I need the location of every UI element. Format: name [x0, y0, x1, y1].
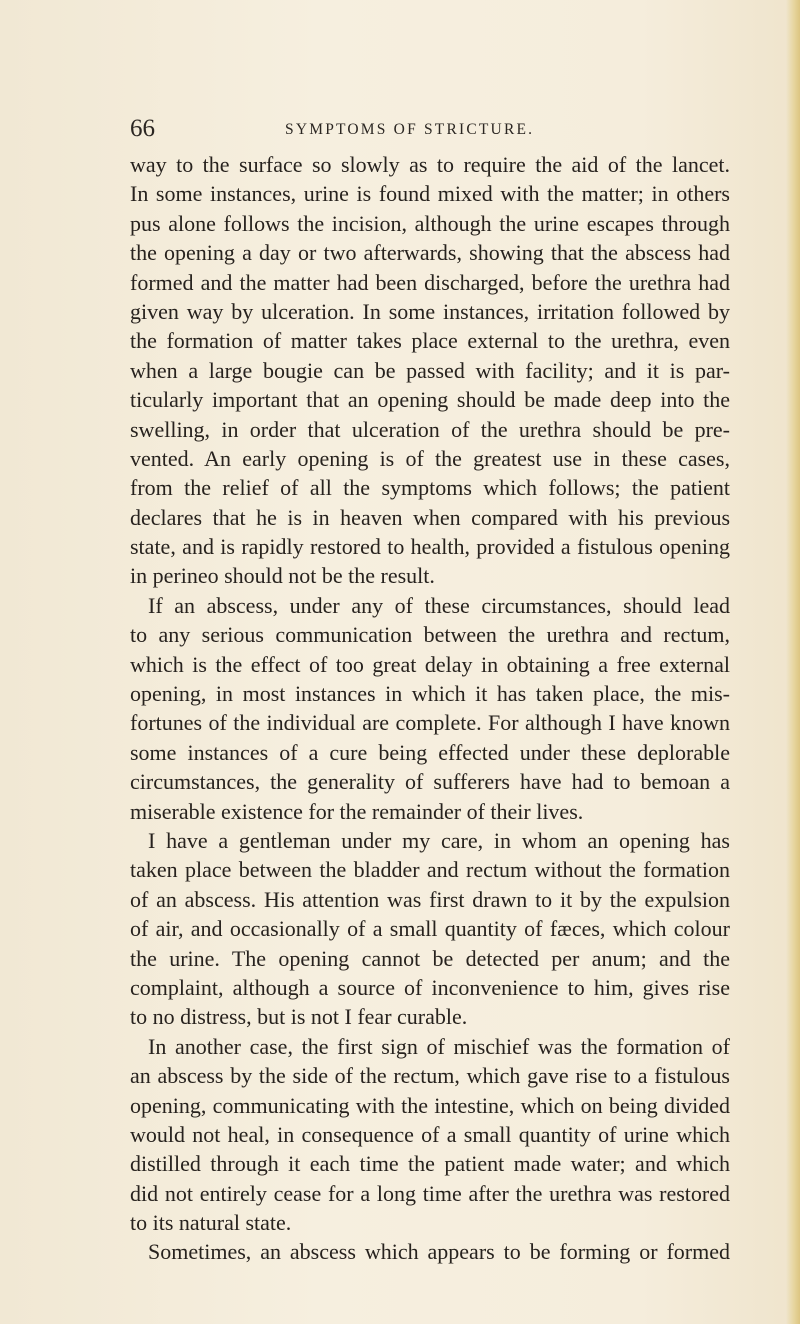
text-line: way to the surface so slowly as to require the aid of the lancet.	[130, 152, 730, 177]
text-line: given way by ulceration. In some instances, irritation followed by	[130, 298, 730, 324]
text-line: state, and is rapidly restored to health, provided a fistulous opening	[130, 534, 730, 560]
text-line: circumstances, the generality of sufferers have had to bemoan a	[130, 769, 730, 795]
text-line: ticularly important that an opening should be made deep into the	[130, 387, 730, 413]
text-line: formed and the matter had been discharged, before the urethra had	[130, 269, 730, 295]
text-line: of air, and occasionally of a small quantity of fæces, which colour	[130, 916, 730, 942]
text-line: the urine. The opening cannot be detected per anum; and the	[130, 945, 730, 971]
page-edge-shadow	[786, 0, 800, 1324]
text-line: Sometimes, an abscess which appears to be forming or formed	[148, 1239, 730, 1265]
text-line: the formation of matter takes place external to the urethra, even	[130, 328, 730, 354]
text-line: when a large bougie can be passed with facility; and it is par-	[130, 357, 730, 383]
text-line: taken place between the bladder and rectum without the formation	[130, 857, 730, 883]
text-line: some instances of a cure being effected under these deplorable	[130, 739, 730, 765]
page-header	[130, 114, 730, 144]
body-text	[130, 150, 730, 1267]
text-line: fortunes of the individual are complete. For although I have known	[130, 710, 730, 736]
text-line: If an abscess, under any of these circumstances, should lead	[148, 592, 730, 618]
text-line: to no distress, but is not I fear curable.	[130, 1004, 468, 1030]
text-line: from the relief of all the symptoms which follows; the patient	[130, 475, 730, 501]
running-head: SYMPTOMS OF STRICTURE.	[285, 121, 535, 138]
text-line: vented. An early opening is of the greatest use in these cases,	[130, 445, 730, 471]
text-line: miserable existence for the remainder of their lives.	[130, 798, 584, 824]
text-line: pus alone follows the incision, although the urine escapes through	[130, 210, 730, 236]
page-number: 66	[130, 115, 155, 142]
text-line: In some instances, urine is found mixed with the matter; in others	[130, 181, 730, 207]
text-line: of an abscess. His attention was first drawn to it by the expulsion	[130, 886, 730, 912]
text-line: complaint, although a source of inconvenience to him, gives rise	[130, 974, 730, 1000]
text-line: In another case, the first sign of mischief was the formation of	[148, 1033, 730, 1059]
text-line: an abscess by the side of the rectum, which gave rise to a fistulous	[130, 1063, 730, 1089]
text-line: did not entirely cease for a long time after the urethra was restored	[130, 1180, 730, 1206]
text-line: the opening a day or two afterwards, showing that the abscess had	[130, 240, 730, 266]
text-line: opening, communicating with the intestine, which on being divided	[130, 1092, 730, 1118]
text-line: opening, in most instances in which it has taken place, the mis-	[130, 681, 730, 707]
text-line: swelling, in order that ulceration of the urethra should be pre-	[130, 416, 730, 442]
text-line: would not heal, in consequence of a small quantity of urine which	[130, 1121, 730, 1147]
text-line: in perineo should not be the result.	[130, 563, 435, 589]
text-line: to its natural state.	[130, 1210, 292, 1236]
text-line: which is the effect of too great delay in obtaining a free external	[130, 651, 730, 677]
text-line: declares that he is in heaven when compared with his previous	[130, 504, 730, 530]
text-line: distilled through it each time the patient made water; and which	[130, 1151, 730, 1177]
text-line: I have a gentleman under my care, in whom an opening has	[148, 827, 730, 853]
text-line: to any serious communication between the urethra and rectum,	[130, 622, 730, 648]
